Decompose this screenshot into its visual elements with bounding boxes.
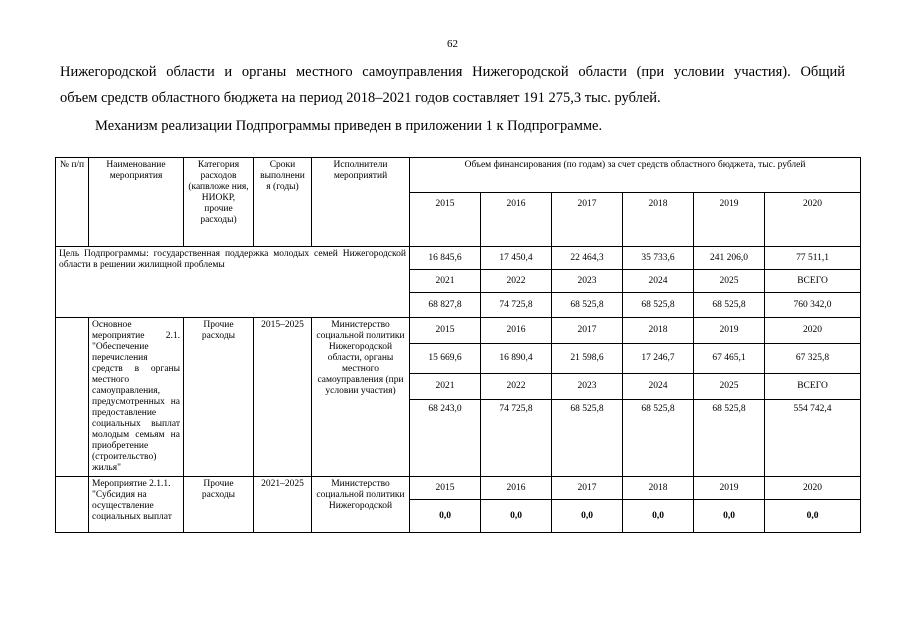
event-2-1-1-value: 0,0 bbox=[623, 500, 694, 533]
goal-year: 2025 bbox=[694, 270, 765, 293]
header-category: Категория расходов (капвложе ния, НИОКР, прочие расходы) bbox=[184, 158, 254, 247]
main-event-value: 68 525,8 bbox=[552, 399, 623, 476]
header-name: Наименование мероприятия bbox=[89, 158, 184, 247]
goal-year: 2023 bbox=[552, 270, 623, 293]
header-year: 2020 bbox=[765, 193, 861, 247]
event-2-1-1-value: 0,0 bbox=[765, 500, 861, 533]
paragraph-3: Механизм реализации Подпрограммы приведен в приложении 1 к Подпрограмме. bbox=[95, 118, 603, 134]
goal-year: 2021 bbox=[410, 270, 481, 293]
main-event-year: 2017 bbox=[552, 318, 623, 344]
main-event-terms: 2015–2025 bbox=[254, 318, 312, 477]
goal-value: 35 733,6 bbox=[623, 247, 694, 270]
header-year: 2017 bbox=[552, 193, 623, 247]
main-event-year: 2021 bbox=[410, 373, 481, 399]
main-event-value: 17 246,7 bbox=[623, 343, 694, 373]
event-2-1-1-value: 0,0 bbox=[410, 500, 481, 533]
main-event-year: 2019 bbox=[694, 318, 765, 344]
goal-value: 68 827,8 bbox=[410, 293, 481, 318]
goal-value: 16 845,6 bbox=[410, 247, 481, 270]
main-event-value: 21 598,6 bbox=[552, 343, 623, 373]
goal-year: 2022 bbox=[481, 270, 552, 293]
goal-value: 760 342,0 bbox=[765, 293, 861, 318]
event-2-1-1-value: 0,0 bbox=[552, 500, 623, 533]
paragraph-2: объем средств областного бюджета на период 2018–2021 годов составляет 191 275,3 тыс. рублей. bbox=[60, 90, 661, 106]
main-event-value: 67 465,1 bbox=[694, 343, 765, 373]
goal-year: 2024 bbox=[623, 270, 694, 293]
main-event-year: 2023 bbox=[552, 373, 623, 399]
goal-value: 68 525,8 bbox=[694, 293, 765, 318]
main-event-value: 68 243,0 bbox=[410, 399, 481, 476]
main-event-name: Основное мероприятие 2.1. "Обеспечение перечисления средств в органы местного самоуправления, предусмотренных на предоставление социальных выплат молодым семьям на приобретение (строительство) жилья" bbox=[89, 318, 184, 477]
event-2-1-1-row bbox=[56, 477, 861, 500]
main-event-year: ВСЕГО bbox=[765, 373, 861, 399]
main-event-value: 68 525,8 bbox=[623, 399, 694, 476]
event-2-1-1-year: 2015 bbox=[410, 477, 481, 500]
main-event-value: 15 669,6 bbox=[410, 343, 481, 373]
main-event-year: 2018 bbox=[623, 318, 694, 344]
event-2-1-1-year: 2017 bbox=[552, 477, 623, 500]
main-event-row bbox=[56, 318, 861, 344]
header-year: 2015 bbox=[410, 193, 481, 247]
header-row bbox=[56, 158, 861, 193]
goal-year: ВСЕГО bbox=[765, 270, 861, 293]
goal-value: 241 206,0 bbox=[694, 247, 765, 270]
main-event-value: 74 725,8 bbox=[481, 399, 552, 476]
goal-value: 22 464,3 bbox=[552, 247, 623, 270]
main-event-value: 16 890,4 bbox=[481, 343, 552, 373]
goal-value: 17 450,4 bbox=[481, 247, 552, 270]
main-event-value: 68 525,8 bbox=[694, 399, 765, 476]
header-executors: Исполнители мероприятий bbox=[312, 158, 410, 247]
main-event-value: 554 742,4 bbox=[765, 399, 861, 476]
header-num: № п/п bbox=[56, 158, 89, 247]
main-event-year: 2025 bbox=[694, 373, 765, 399]
event-2-1-1-category: Прочие расходы bbox=[184, 477, 254, 533]
header-year: 2016 bbox=[481, 193, 552, 247]
main-event-year: 2024 bbox=[623, 373, 694, 399]
main-event-executors: Министерство социальной политики Нижегородской области, органы местного самоуправления (при условии участия) bbox=[312, 318, 410, 477]
event-2-1-1-num bbox=[56, 477, 89, 533]
main-event-num bbox=[56, 318, 89, 477]
goal-value: 74 725,8 bbox=[481, 293, 552, 318]
goal-value: 77 511,1 bbox=[765, 247, 861, 270]
event-2-1-1-year: 2016 bbox=[481, 477, 552, 500]
goal-value: 68 525,8 bbox=[552, 293, 623, 318]
event-2-1-1-value: 0,0 bbox=[481, 500, 552, 533]
main-event-value: 67 325,8 bbox=[765, 343, 861, 373]
page-number: 62 bbox=[447, 38, 458, 50]
event-2-1-1-year: 2018 bbox=[623, 477, 694, 500]
goal-text: Цель Подпрограммы: государственная поддержка молодых семей Нижегородской области в решении жилищной проблемы bbox=[56, 247, 410, 318]
main-event-year: 2015 bbox=[410, 318, 481, 344]
header-year: 2019 bbox=[694, 193, 765, 247]
main-event-year: 2020 bbox=[765, 318, 861, 344]
event-2-1-1-name: Мероприятие 2.1.1. "Субсидия на осуществление социальных выплат bbox=[89, 477, 184, 533]
paragraph-1: Нижегородской области и органы местного самоуправления Нижегородской области (при условии участия). Общий bbox=[60, 64, 845, 80]
goal-row bbox=[56, 247, 861, 270]
funding-table bbox=[55, 157, 861, 533]
event-2-1-1-executors: Министерство социальной политики Нижегородской bbox=[312, 477, 410, 533]
event-2-1-1-terms: 2021–2025 bbox=[254, 477, 312, 533]
main-event-year: 2016 bbox=[481, 318, 552, 344]
header-terms: Сроки выполнени я (годы) bbox=[254, 158, 312, 247]
header-year: 2018 bbox=[623, 193, 694, 247]
event-2-1-1-year: 2020 bbox=[765, 477, 861, 500]
main-event-category: Прочие расходы bbox=[184, 318, 254, 477]
goal-value: 68 525,8 bbox=[623, 293, 694, 318]
event-2-1-1-year: 2019 bbox=[694, 477, 765, 500]
event-2-1-1-value: 0,0 bbox=[694, 500, 765, 533]
main-event-year: 2022 bbox=[481, 373, 552, 399]
header-funding: Объем финансирования (по годам) за счет средств областного бюджета, тыс. рублей bbox=[410, 158, 861, 193]
